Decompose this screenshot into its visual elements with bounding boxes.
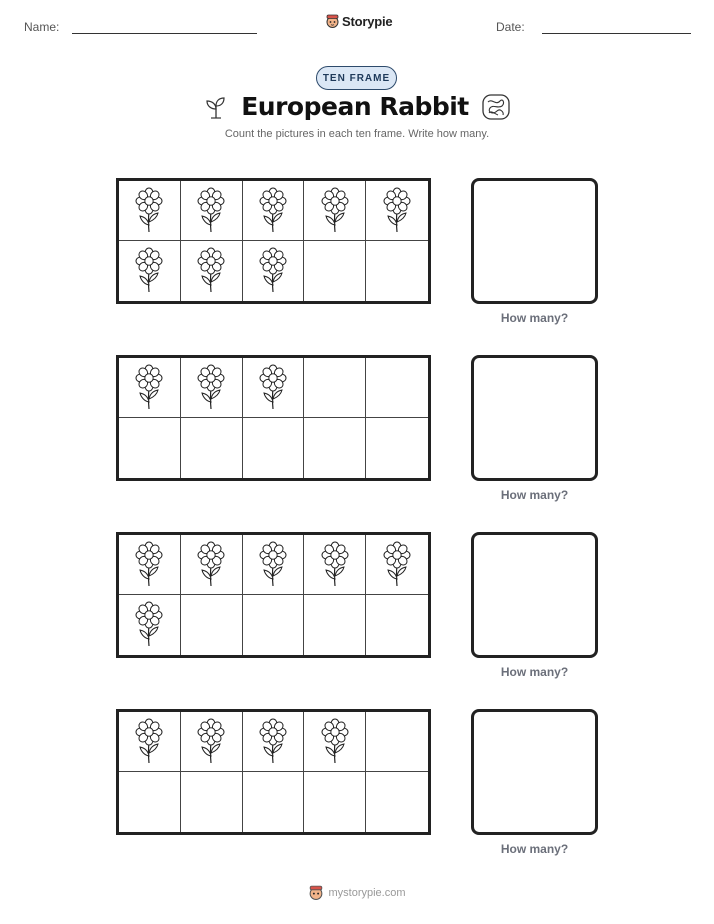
ten-frame <box>116 709 431 835</box>
flower-icon <box>133 718 165 766</box>
how-many-label: How many? <box>500 488 569 502</box>
flower-icon <box>195 247 227 295</box>
flower-icon <box>381 187 413 235</box>
ten-frame-cell <box>119 241 181 301</box>
flower-icon <box>257 541 289 589</box>
ten-frame-cell <box>243 418 305 478</box>
ten-frame-cell <box>243 535 305 595</box>
flower-icon <box>319 541 351 589</box>
title-row <box>0 92 714 121</box>
mascot-icon <box>308 884 324 901</box>
ten-frame-cell <box>119 181 181 241</box>
ten-frame-cell <box>119 535 181 595</box>
flower-icon <box>195 187 227 235</box>
ten-frame-cell <box>181 712 243 772</box>
ten-frame-cell <box>366 535 428 595</box>
flower-icon <box>319 718 351 766</box>
mascot-icon <box>325 13 340 29</box>
ten-frame-cell <box>243 712 305 772</box>
ten-frame-cell <box>304 358 366 418</box>
flower-icon <box>381 541 413 589</box>
ten-frame-cell <box>304 772 366 832</box>
footer <box>0 884 714 901</box>
how-many-label: How many? <box>500 665 569 679</box>
footer-url[interactable]: mystorypie.com <box>328 886 406 899</box>
flower-icon <box>133 247 165 295</box>
how-many-label: How many? <box>500 842 569 856</box>
answer-box[interactable] <box>471 355 598 481</box>
flower-icon <box>319 187 351 235</box>
ten-frame-cell <box>366 181 428 241</box>
ten-frame-cell <box>243 181 305 241</box>
flower-icon <box>133 601 165 649</box>
flower-icon <box>195 364 227 412</box>
ten-frame-cell <box>304 418 366 478</box>
ten-frame-cell <box>119 358 181 418</box>
ten-frame <box>116 532 431 658</box>
name-label: Name: <box>24 20 60 34</box>
ten-frame-cell <box>366 418 428 478</box>
ten-frame-cell <box>181 181 243 241</box>
instructions: Count the pictures in each ten frame. Write how many. <box>224 128 490 140</box>
ten-frame-cell <box>243 595 305 655</box>
worksheet-type-badge: TEN FRAME <box>316 66 397 90</box>
flower-icon <box>257 718 289 766</box>
ten-frame-cell <box>181 535 243 595</box>
ten-frame-cell <box>366 241 428 301</box>
brand-name: Storypie <box>342 13 393 29</box>
ten-frame-cell <box>243 772 305 832</box>
storypie-logo <box>325 13 392 29</box>
answer-box[interactable] <box>471 709 598 835</box>
ten-frame-cell <box>119 712 181 772</box>
answer-box[interactable] <box>471 532 598 658</box>
ten-frame-cell <box>243 241 305 301</box>
date-label: Date: <box>496 20 525 34</box>
ten-frame-cell <box>304 241 366 301</box>
answer-box[interactable] <box>471 178 598 304</box>
ten-frame-cell <box>243 358 305 418</box>
ten-frame-cell <box>181 418 243 478</box>
flower-icon <box>195 541 227 589</box>
flower-icon <box>133 541 165 589</box>
date-write-line[interactable] <box>542 33 691 34</box>
ten-frame-cell <box>304 535 366 595</box>
ten-frame <box>116 178 431 304</box>
ten-frame-cell <box>366 595 428 655</box>
ten-frame <box>116 355 431 481</box>
ten-frame-cell <box>181 772 243 832</box>
ten-frame-cell <box>304 712 366 772</box>
flower-icon <box>257 247 289 295</box>
ten-frame-cell <box>119 772 181 832</box>
flower-icon <box>257 364 289 412</box>
sprout-icon <box>203 94 229 120</box>
ten-frame-cell <box>366 712 428 772</box>
flower-icon <box>133 364 165 412</box>
scribble-icon <box>481 93 511 121</box>
ten-frame-cell <box>181 595 243 655</box>
flower-icon <box>257 187 289 235</box>
page-title: European Rabbit <box>241 92 469 121</box>
ten-frame-cell <box>181 241 243 301</box>
ten-frame-cell <box>119 595 181 655</box>
ten-frame-cell <box>304 181 366 241</box>
name-write-line[interactable] <box>72 33 257 34</box>
ten-frame-cell <box>366 772 428 832</box>
ten-frame-cell <box>304 595 366 655</box>
flower-icon <box>133 187 165 235</box>
ten-frame-cell <box>181 358 243 418</box>
flower-icon <box>195 718 227 766</box>
ten-frame-cell <box>119 418 181 478</box>
how-many-label: How many? <box>500 311 569 325</box>
ten-frame-cell <box>366 358 428 418</box>
